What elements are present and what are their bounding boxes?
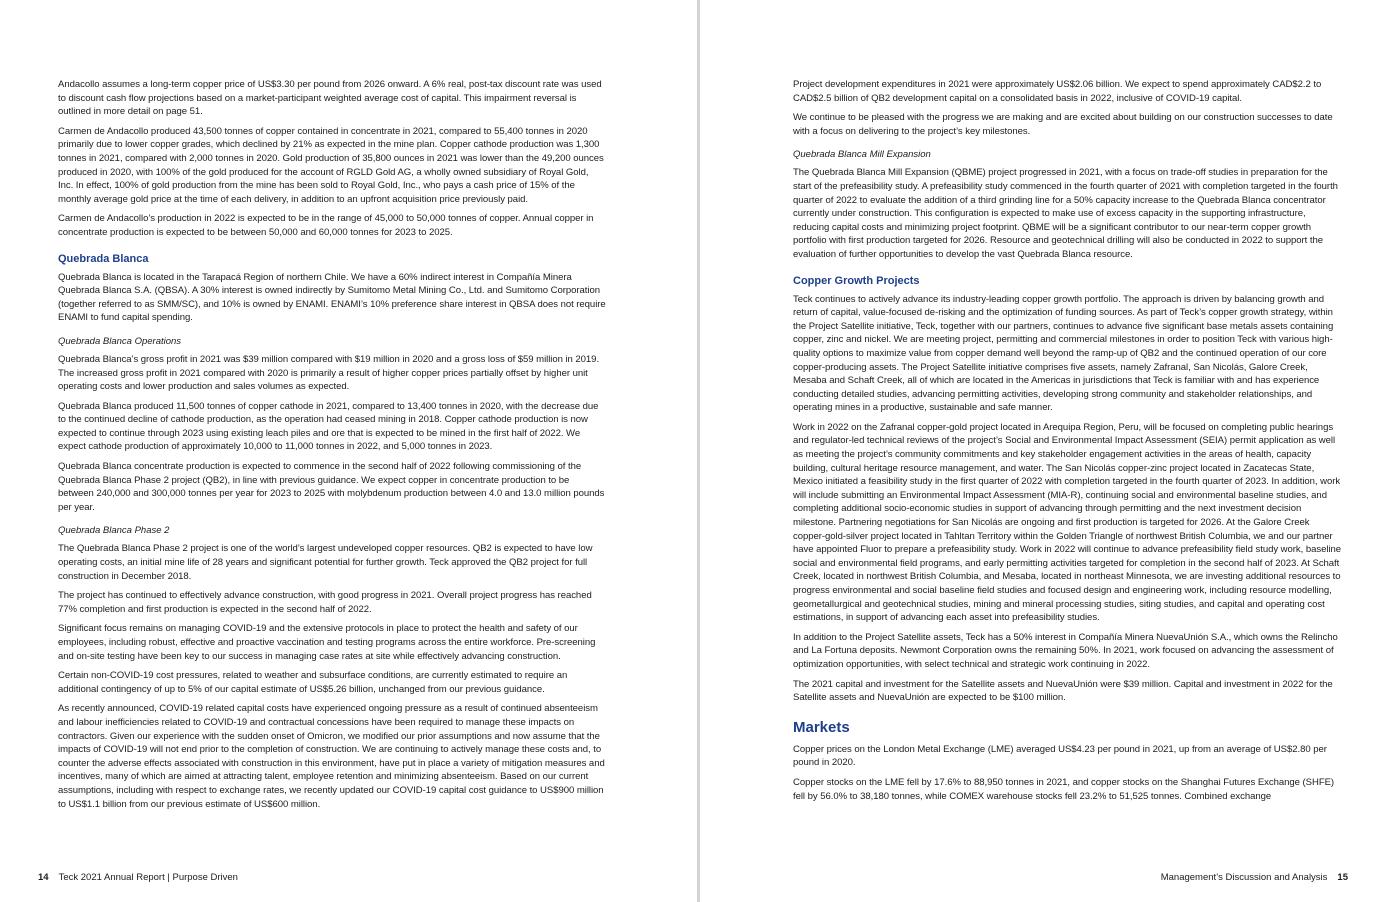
paragraph: The Quebrada Blanca Phase 2 project is one of the world’s largest undeveloped copper resources. QB2 is expected to have low operating costs, an initial mine life of 28 years and significant potential for further growth. Teck approved the QB2 project for full construction in December 2018. xyxy=(58,543,593,582)
paragraph: Quebrada Blanca is located in the Tarapacá Region of northern Chile. We have a 60% indirect interest in Compañía Minera Quebrada Blanca S.A. (QBSA). A 30% interest is owned indirectly by Sumitomo Metal Mining Co., Ltd. and Sumitomo Corporation (together referred to as SMM/SC), and 10% is owned by ENAMI. ENAMI’s 10% preference share interest in QBSA does not require ENAMI to fund capital spending. xyxy=(58,271,606,324)
subheading-italic: Quebrada Blanca Operations xyxy=(58,335,182,347)
paragraph: Work in 2022 on the Zafranal copper-gold project located in Arequipa Region, Peru, will be focused on completing public hearings and regulator-led technical reviews of the project’s Social and Environmental Impact Assessment (SEIA) permit application as well as meeting the project’s community commitments and key stakeholder engagement activities in the areas of health, capacity building, cultural heritage resource management, and water. The San Nicolás copper-zinc project located in Zacatecas State, Mexico initiated a feasibility study in the first quarter of 2022 with completion targeted in the fourth quarter of 2023. In addition, work will include submitting an Environmental Impact Assessment (MIA-R), continuing social and environmental baseline studies, and completing additional socio-economic studies in support of advancing through permitting and the next investment decision milestone. Partnering negotiations for San Nicolás are ongoing and first production is targeted for 2026. At the Galore Creek copper-gold-silver project located in Tahltan Territory within the Golden Triangle of northwest British Columbia, we and our partner have appointed Fluor to prepare a prefeasibility study. Work in 2022 will continue to advance prefeasibility field study work, baseline social and environmental field programs, and early permitting activities targeted for completion in the second half of 2023. At Schaft Creek, located in northwest British Columbia, and Mesaba, located in northeast Minnesota, we are investing additional resources to progress environmental and social baseline field studies and focused design and engineering work, including resource modelling, geometallurgical and geotechnical studies, mining and mineral processing studies, siting studies, and capital and operating cost estimations, in support of advancing each asset into prefeasibility studies. xyxy=(793,421,1341,624)
footer-title: Teck 2021 Annual Report | Purpose Driven xyxy=(58,872,238,883)
paragraph: Teck continues to actively advance its industry-leading copper growth portfolio. The approach is driven by balancing growth and return of capital, value-focused de-risking and the optimization of funding sources. As part of Teck’s copper growth strategy, within the Project Satellite initiative, Teck, together with our partners, continues to advance five significant base metals assets containing copper, zinc and nickel. We are meeting project, permitting and commercial milestones in order to position Teck with various high-quality options to maximize value from copper demand well beyond the ramp-up of QB2 and the continued operation of our core copper-producing assets. The Project Satellite initiative comprises five assets, namely Zafranal, San Nicolás, Galore Creek, Mesaba and Schaft Creek, all of which are located in the Americas in jurisdictions that Teck is familiar with and has experience conducting detailed studies, advancing permitting activities, developing strong community and stakeholder relationships, and operating mines in a productive, sustainable and safe manner. xyxy=(793,293,1334,414)
paragraph: Quebrada Blanca concentrate production is expected to commence in the second half of 2022 following commissioning of the Quebrada Blanca Phase 2 project (QB2), in line with previous guidance. We expect copper in concentrate production to be between 240,000 and 300,000 tonnes per year for 2023 to 2025 with molybdenum production between 4.0 and 13.0 million pounds per year. xyxy=(58,461,605,513)
paragraph: Carmen de Andacollo’s production in 2022 is expected to be in the range of 45,000 to 50,000 tonnes of copper. Annual copper in concentrate production is expected to be between 50,000 and 60,000 tonnes for 2023 to 2025. xyxy=(58,213,594,238)
page-number: 14 xyxy=(38,872,49,883)
paragraph: The project has continued to effectively advance construction, with good progress in 2021. Overall project progress has reached 77% completion and first production is expected in the second half of 2022. xyxy=(58,590,592,615)
paragraph: We continue to be pleased with the progress we are making and are excited about building on our construction successes to date with a focus on delivering to the project’s key milestones. xyxy=(793,112,1333,137)
paragraph: Certain non-COVID-19 cost pressures, related to weather and subsurface conditions, are currently estimated to require an additional contingency of up to 5% of our capital estimate of US$5.26 billion, unchanged from our previous guidance. xyxy=(58,670,568,695)
paragraph: Andacollo assumes a long-term copper price of US$3.30 per pound from 2026 onward. A 6% real, post-tax discount rate was used to discount cash flow projections based on a market-participant weighted average cost of capital. This impairment reversal is outlined in more detail on page 51. xyxy=(58,79,602,118)
footer-title: Management’s Discussion and Analysis xyxy=(1160,872,1328,883)
paragraph: Copper prices on the London Metal Exchange (LME) averaged US$4.23 per pound in 2021, up from an average of US$2.80 per pound in 2020. xyxy=(793,743,1327,769)
right-page xyxy=(700,0,1395,902)
paragraph: Quebrada Blanca’s gross profit in 2021 was $39 million compared with $19 million in 2020 and a gross loss of $59 million in 2019. The increased gross profit in 2021 compared with 2020 is primarily a result of higher copper prices partially offset by higher unit operating costs and lower production and sales volumes as expected. xyxy=(58,353,600,393)
subsection-heading: Copper Growth Projects xyxy=(793,274,920,287)
paragraph: Project development expenditures in 2021 were approximately US$2.06 billion. We expect to spend approximately CAD$2.2 to CAD$2.5 billion of QB2 development capital on a consolidated basis in 2022, inclusive of COVID-19 capital. xyxy=(793,79,1322,104)
subheading-italic: Quebrada Blanca Phase 2 xyxy=(58,525,170,537)
page-number: 15 xyxy=(1337,872,1348,883)
section-heading: Markets xyxy=(793,718,850,736)
paragraph: The Quebrada Blanca Mill Expansion (QBME) project progressed in 2021, with a focus on trade-off studies in preparation for the start of the prefeasibility study. A prefeasibility study commenced in the fourth quarter of 2021 with completion targeted in the fourth quarter of 2022 to evaluate the addition of a third grinding line for a 50% capacity increase to the Quebrada Blanca concentrator currently under construction. This configuration is expected to make use of excess capacity in the supporting infrastructure, reducing capital costs and minimizing project footprint. QBME will be a significant contributor to our near-term copper growth portfolio with first production targeted for 2026. Resource and geotechnical drilling will also be conducted in 2022 to support the evaluation of further opportunities to develop the vast Quebrada Blanca resource. xyxy=(793,167,1338,260)
subheading-italic: Quebrada Blanca Mill Expansion xyxy=(793,149,931,161)
paragraph: Copper stocks on the LME fell by 17.6% to 88,950 tonnes in 2021, and copper stocks on the Shanghai Futures Exchange (SHFE) fell by 56.0% to 38,180 tonnes, while COMEX warehouse stocks fell 23.2% to 51,525 tonnes. Combined exchange xyxy=(793,776,1335,802)
paragraph: Significant focus remains on managing COVID-19 and the extensive protocols in place to protect the health and safety of our employees, including robust, effective and proactive vaccination and testing programs across the entire workforce. Pre-screening and on-site testing have been key to our success in managing case rates at site while effectively advancing construction. xyxy=(58,623,596,662)
page-footer-left xyxy=(38,871,238,884)
subsection-heading: Quebrada Blanca xyxy=(58,252,149,265)
paragraph: Carmen de Andacollo produced 43,500 tonnes of copper contained in concentrate in 2021, compared to 55,400 tonnes in 2020 primarily due to lower copper grades, which declined by 21% as expected in the mine plan. Copper cathode production was 1,300 tonnes in 2021, compared with 2,000 tonnes in 2020. Gold production of 35,800 ounces in 2021 was lower than the 49,200 ounces produced in 2020, with 100% of the gold produced for the account of RGLD Gold AG, a wholly owned subsidiary of Royal Gold, Inc. In effect, 100% of gold production from the mine has been sold to Royal Gold, Inc., who pays a cash price of 15% of the monthly average gold price at the time of each delivery, in addition to an upfront acquisition price previously paid. xyxy=(58,125,604,205)
left-page-body xyxy=(58,78,606,817)
paragraph: As recently announced, COVID-19 related capital costs have experienced ongoing pressure as a result of continued absenteeism and labour inefficiencies related to COVID-19 and contractual concessions have been required to manage these impacts on contractors. Given our experience with the sudden onset of Omicron, we modified our prior assumptions and now assume that the impacts of COVID-19 will not end prior to the completion of construction. We are continuing to actively manage these costs and, to counter the adverse effects associated with construction in this environment, have put in place a variety of mitigation measures and incentives, many of which are aimed at attracting talent, employee retention and minimizing absenteeism. Based on our current assumptions, including with respect to exchange rates, we recently updated our COVID-19 capital cost guidance to US$900 million to US$1.1 billion from our previous estimate of US$600 million. xyxy=(58,703,605,810)
paragraph: The 2021 capital and investment for the Satellite assets and NuevaUnión were $39 million. Capital and investment in 2022 for the Satellite assets and NuevaUnión are expected to be $100 million. xyxy=(793,678,1333,704)
page-footer-right xyxy=(1161,871,1348,884)
paragraph: In addition to the Project Satellite assets, Teck has a 50% interest in Compañía Minera NuevaUnión S.A., which owns the Relincho and La Fortuna deposits. Newmont Corporation owns the remaining 50%. In 2021, work focused on advancing the assessment of optimization opportunities, with select technical and strategic work continuing in 2022. xyxy=(793,631,1338,670)
paragraph: Quebrada Blanca produced 11,500 tonnes of copper cathode in 2021, compared to 13,400 tonnes in 2020, with the decrease due to the continued decline of cathode production, as the operation had ceased mining in 2018. Copper cathode production is now expected to continue through 2023 using existing leach piles and ore that is expected to be mined in the first half of 2022. We expect cathode production of approximately 10,000 to 11,000 tonnes in 2022, and 5,000 tonnes in 2023. xyxy=(58,400,599,453)
right-page-body xyxy=(793,78,1342,809)
left-page xyxy=(0,0,697,902)
